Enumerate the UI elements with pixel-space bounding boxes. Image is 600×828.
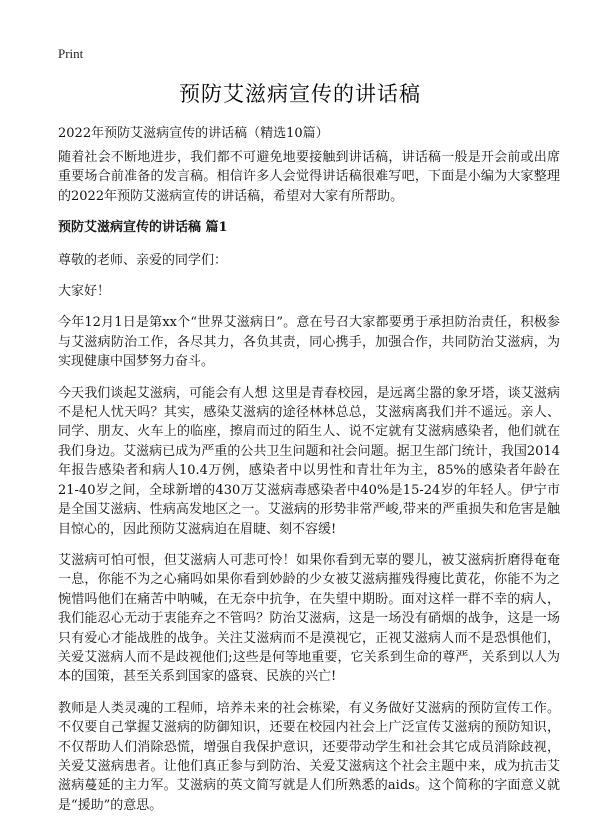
greeting: 尊敬的老师、亲爱的同学们：	[58, 252, 228, 268]
body-paragraph: 今年12月1日是第xx个“世界艾滋病日”。意在号召大家都要勇于承担防治责任，积极参与艾滋病防治工作，各尽其力，各负其责，同心携手，加强合作，共同防治艾滋病，为实现健康中国梦努力奋斗。	[58, 315, 560, 370]
intro-paragraph: 随着社会不断地进步，我们都不可避免地要接触到讲话稿，讲话稿一般是开会前或出席重要场合前准备的发言稿。相信许多人会觉得讲话稿很难写吧，下面是小编为大家整理的2022年预防艾滋病宣传的讲话稿，希望对大家有所帮助。	[58, 150, 560, 204]
section-heading: 预防艾滋病宣传的讲话稿 篇1	[58, 220, 228, 236]
body-paragraph: 教师是人类灵魂的工程师，培养未来的社会栋梁，有义务做好艾滋病的预防宣传工作。不仅要自己掌握艾滋病的防御知识，还要在校园内社会上广泛宣传艾滋病的预防知识，不仅帮助人们消除恐慌，增强自我保护意识，还要带动学生和社会其它成员消除歧视，关爱艾滋病患者。让他们真正参与到防治、关爱艾滋病这个社会主题中来，成为抗击艾滋病蔓延的主力军。艾滋病的英文简写就是人们所熟悉的aids。这个简称的字面意义就是“援助”的意思。	[58, 700, 560, 813]
document-subtitle: 2022年预防艾滋病宣传的讲话稿（精选10篇）	[58, 126, 329, 141]
body-paragraph: 艾滋病可怕可恨，但艾滋病人可悲可怜！如果你看到无辜的婴儿，被艾滋病折磨得奄奄一息，你能不为之心痛吗如果你看到妙龄的少女被艾滋病摧残得瘦比黄花，你能不为之惋惜吗他们在痛苦中呐喊，在无奈中抗争，在失望中期盼。面对这样一群不幸的病人，我们能忍心无动于衷能弃之不管吗？防治艾滋病，这是一场没有硝烟的战争，这是一场只有爱心才能战胜的战争。关注艾滋病而不是漠视它，正视艾滋病人而不是恐惧他们，关爱艾滋病人而不是歧视他们;这些是何等地重要，它关系到生命的尊严，关系到以人为本的国策，甚至关系到国家的盛衰、民族的兴亡!	[58, 552, 560, 685]
body-paragraph: 今天我们谈起艾滋病，可能会有人想 这里是青春校园，是远离尘嚣的象牙塔，谈艾滋病不是杞人忧天吗？其实，感染艾滋病的途径林林总总，艾滋病离我们并不遥远。亲人、同学、朋友、火车上的临座，擦肩而过的陌生人、说不定就有艾滋病感染者，他们就在我们身边。艾滋病已成为严重的公共卫生问题和社会问题。据卫生部门统计，我国2014年报告感染者和病人10.4万例，感染者中以男性和青壮年为主，85%的感染者年龄在21-40岁之间，全球新增的430万艾滋病毒感染者中40%是15-24岁的年轻人。伊宁市是全国艾滋病、性病高发地区之一。艾滋病的形势非常严峻,带来的严重损失和危害是触目惊心的，因此预防艾滋病迫在眉睫、刻不容缓!	[58, 385, 560, 537]
hello-line: 大家好！	[58, 284, 111, 300]
document-title: 预防艾滋病宣传的讲话稿	[179, 82, 421, 106]
print-link[interactable]: Print	[58, 46, 84, 61]
document-body	[58, 148, 560, 827]
